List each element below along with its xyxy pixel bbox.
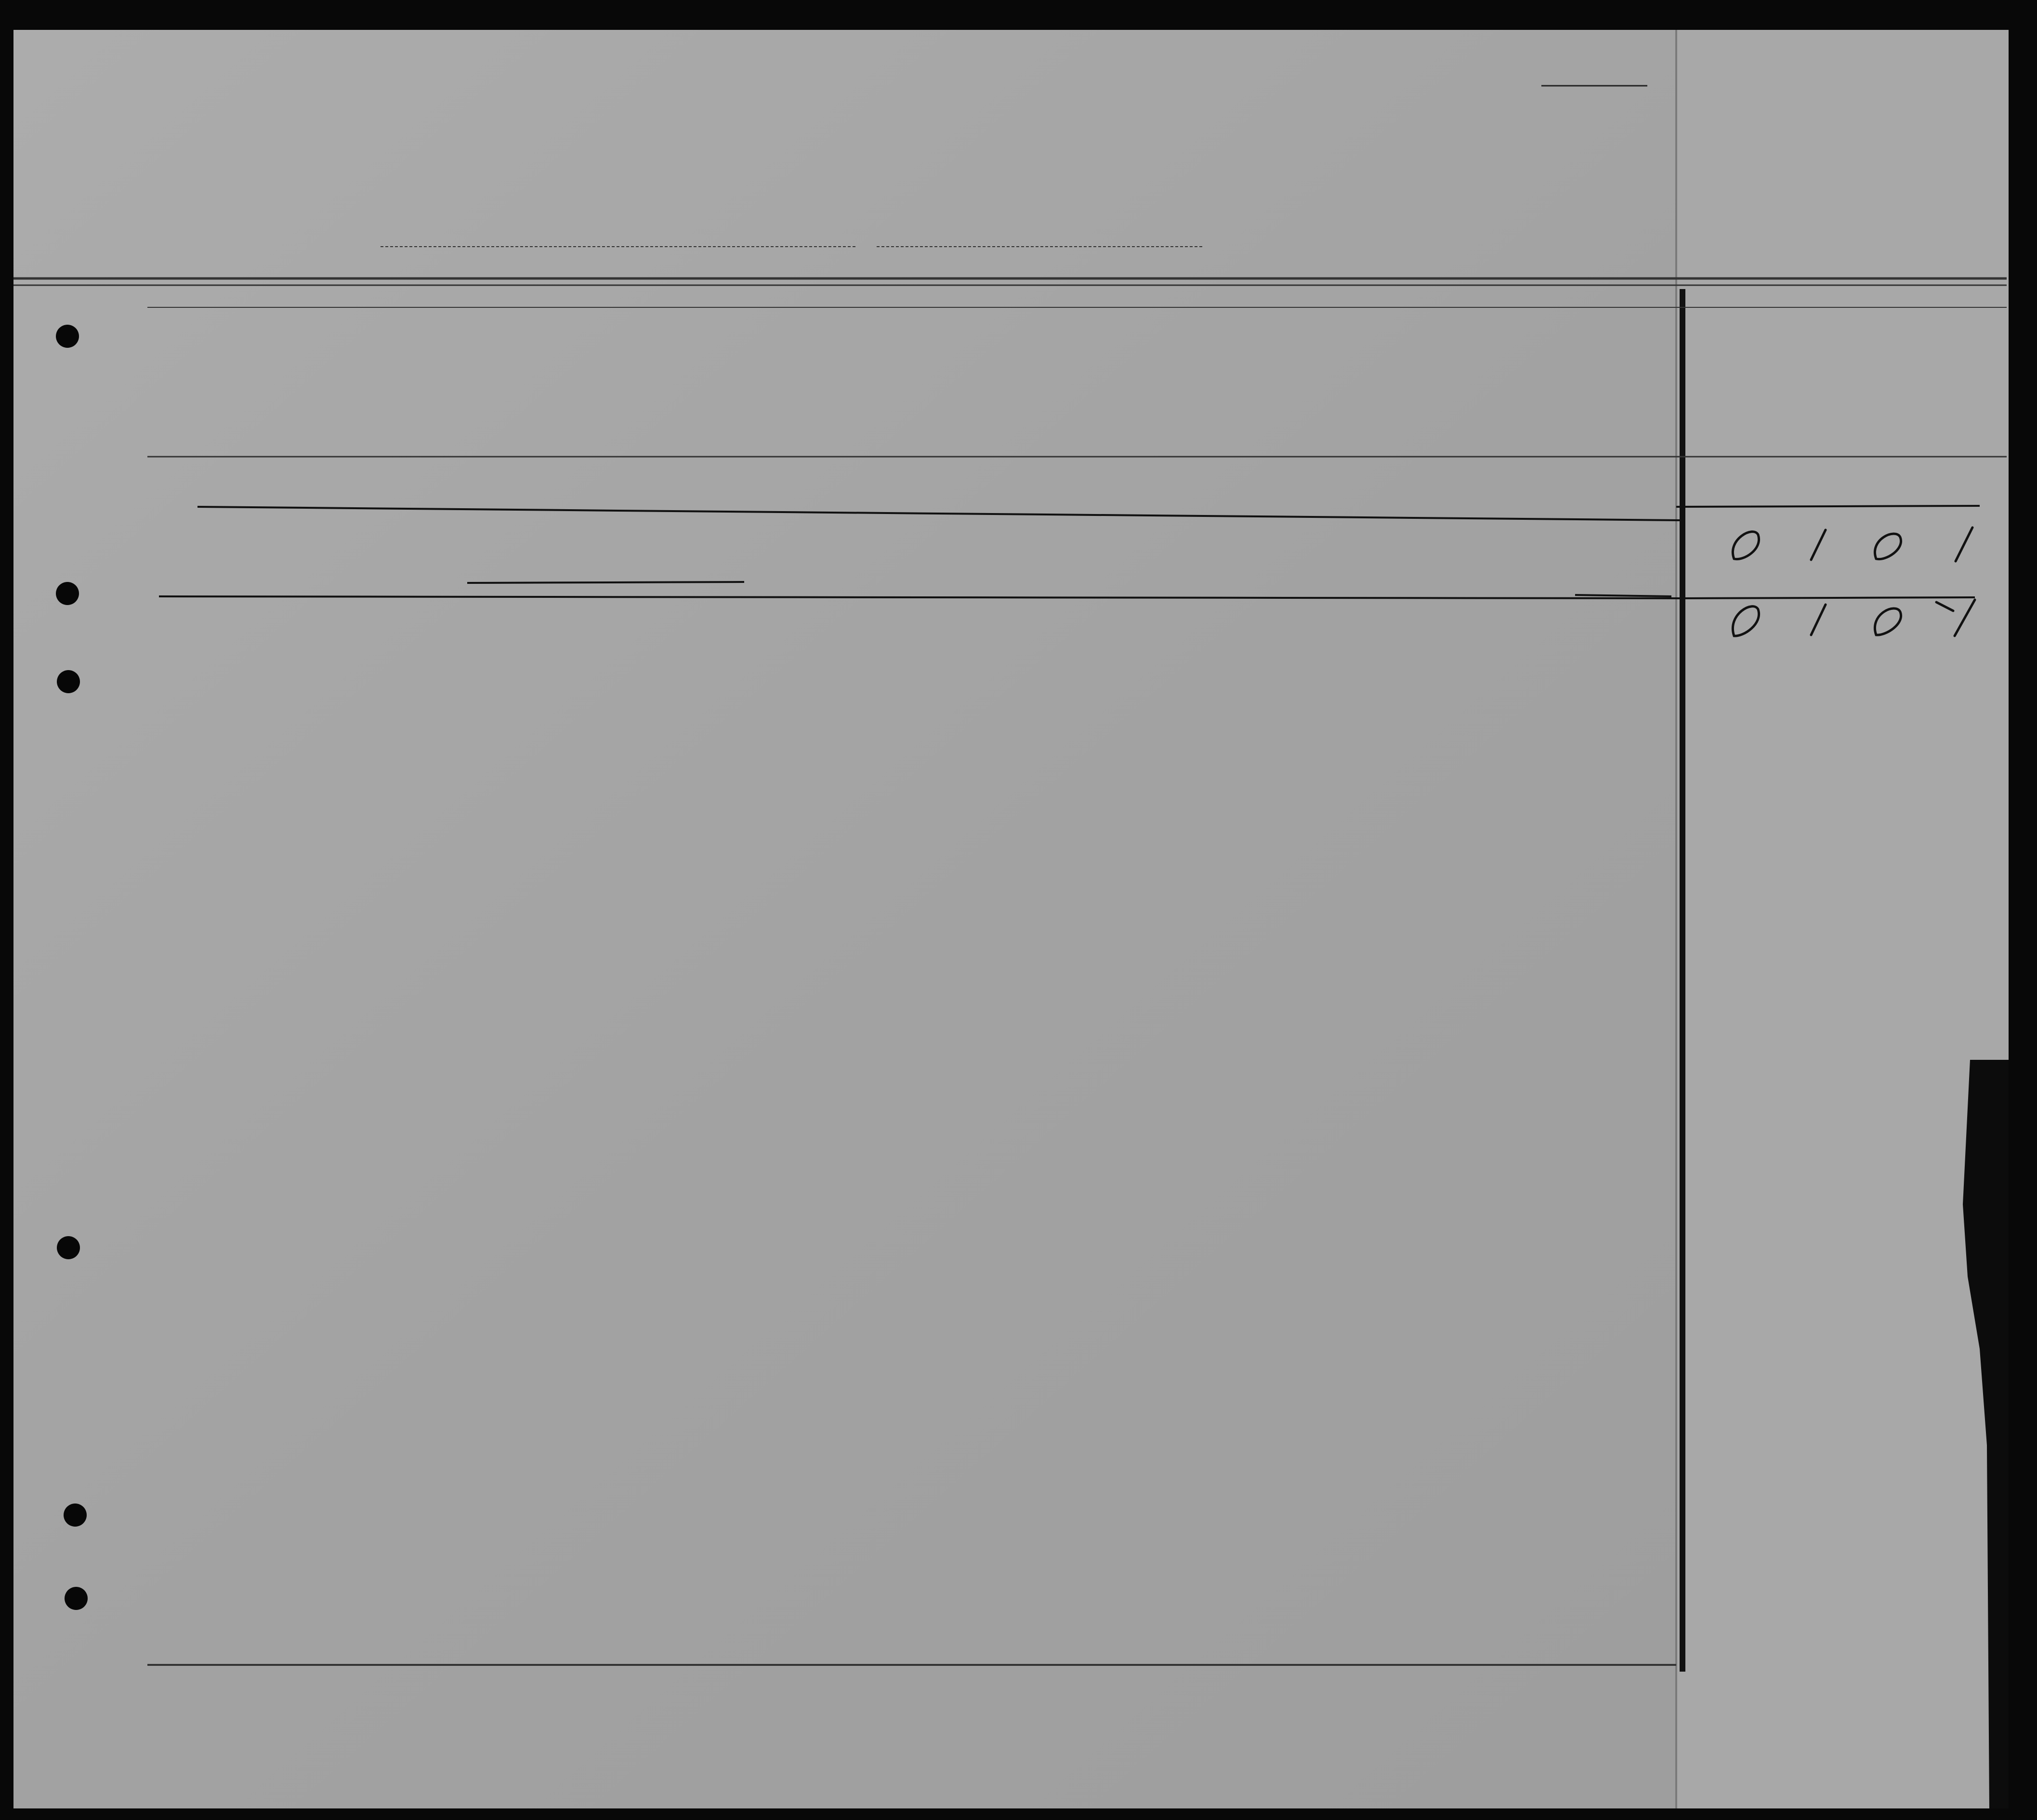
- right-flap-page: [1676, 30, 2009, 1808]
